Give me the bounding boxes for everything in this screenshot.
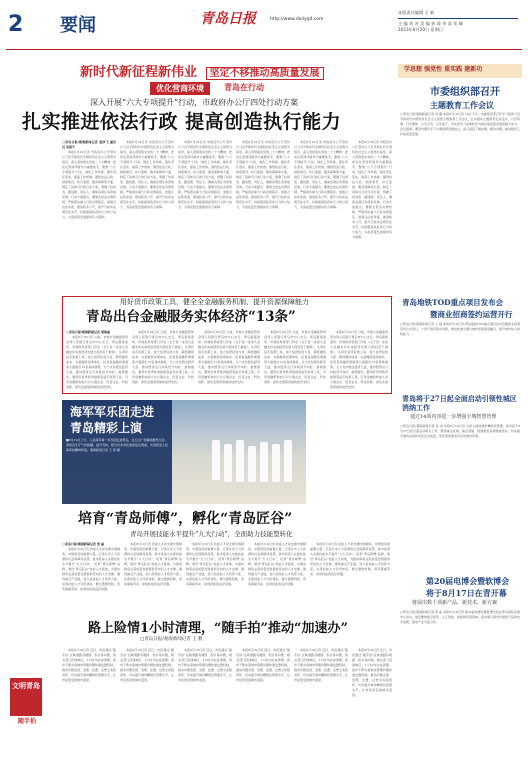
feature-column-2: 本报8月19日讯 市政府办公厅坚持以习近平新时代中国特色社会主义思想为指导，深入贯彻落实党的二十大精神，把优化营商环境作为重要抓手，聚焦“六大专项提升”行动，细化工作举措，强化责任落实，提高工作质效。围绕依法行政、制度建设、执行监督、服务保障等方面，制定了具体可行的行动方案，明确了时间表、路线图、责任人，确保各项任务落地见效。行动方案提出，要健全依法决策机制，严格落实重大行政决策程序，加强合法性审查，推进政务公开，提升行政执法规范化水平，持续提高政府执行力和公信力，为高质量发展提供有力保障。 xyxy=(120,140,174,209)
article2-byline: □青岛日报/观海新闻记者 张 丽 xyxy=(62,542,105,546)
article2-column-1 xyxy=(62,542,120,614)
meta-date: 2023年8月20日 星期日 xyxy=(398,27,444,33)
masthead-url[interactable]: http://www.dailyqd.com xyxy=(270,17,324,22)
feature-deck: 深入开展“六大专项提升”行动，市政府办公厅四处行动方案 xyxy=(90,98,299,107)
article3-column-2: 本报8月19日讯 近日，市民通过“随手拍”反映道路有破损、积水等问题，相关部门迅速响应，1小时内完成清理。我市不断完善城市管理问题快速处置机制，推动问题发现、受理、处置、反馈全流程闭环，切实提升城市精细化管理水平，让市民感受到城市温度。 xyxy=(120,648,174,682)
article2-deck: 青岛开展技能水平提升“九大行动”，全面助力技能型转化 xyxy=(130,530,293,538)
feature-column-6: 本报8月19日讯 市政府办公厅坚持以习近平新时代中国特色社会主义思想为指导，深入贯彻落实党的二十大精神，把优化营商环境作为重要抓手，聚焦“六大专项提升”行动，细化工作举措，强化责任落实，提高工作质效。围绕依法行政、制度建设、执行监督、服务保障等方面，制定了具体可行的行动方案，明确了时间表、路线图、责任人，确保各项任务落地见效。行动方案提出，要健全依法决策机制，严格落实重大行政决策程序，加强合法性审查，推进政务公开，提升行政执法规范化水平，持续提高政府执行力和公信力，为高质量发展提供有力保障。 xyxy=(352,140,392,239)
feature-headline[interactable]: 扎实推进依法行政 提高创造执行能力 xyxy=(22,111,342,133)
article3-headline[interactable]: 路上险情1小时清理，“随手拍”推动“加速办” xyxy=(88,621,348,636)
header-meta xyxy=(398,10,518,34)
rp-story4-sub: 将于8月17日在青开幕 xyxy=(426,588,507,598)
rp-story4-headline[interactable]: 第20届电博会暨软博会 xyxy=(426,576,510,586)
feature-column-5: 本报8月19日讯 市政府办公厅坚持以习近平新时代中国特色社会主义思想为指导，深入贯彻落实党的二十大精神，把优化营商环境作为重要抓手，聚焦“六大专项提升”行动，细化工作举措，强化责任落实，提高工作质效。围绕依法行政、制度建设、执行监督、服务保障等方面，制定了具体可行的行动方案，明确了时间表、路线图、责任人，确保各项任务落地见效。行动方案提出，要健全依法决策机制，严格落实重大行政决策程序，加强合法性审查，推进政务公开，提升行政执法规范化水平，持续提高政府执行力和公信力，为高质量发展提供有力保障。 xyxy=(294,140,348,209)
feature-column-3: 本报8月19日讯 市政府办公厅坚持以习近平新时代中国特色社会主义思想为指导，深入贯彻落实党的二十大精神，把优化营商环境作为重要抓手，聚焦“六大专项提升”行动，细化工作举措，强化责任落实，提高工作质效。围绕依法行政、制度建设、执行监督、服务保障等方面，制定了具体可行的行动方案，明确了时间表、路线图、责任人，确保各项任务落地见效。行动方案提出，要健全依法决策机制，严格落实重大行政决策程序，加强合法性审查，推进政务公开，提升行政执法规范化水平，持续提高政府执行力和公信力，为高质量发展提供有力保障。 xyxy=(178,140,232,209)
rp-story2-body: □青岛日报/观海新闻记者 王 娟 本报8月19日讯 青岛地铁TOD重点项目发布会暨商业招商签约仪式举行，十余个项目集中亮相，推动轨道交通与城市发展深度融合，提升城市综合承载能力。 xyxy=(400,322,520,336)
rp-story4-deck: 将展出数千项新产品、新技术、新方案 xyxy=(412,600,498,606)
article2-headline[interactable]: 培育“青岛师傅”，孵化“青岛匠谷” xyxy=(78,511,293,527)
column-badge: 文明青岛 xyxy=(10,678,42,716)
masthead-logo: 青岛日报 xyxy=(200,11,256,27)
feature-column-4: 本报8月19日讯 市政府办公厅坚持以习近平新时代中国特色社会主义思想为指导，深入贯彻落实党的二十大精神，把优化营商环境作为重要抓手，聚焦“六大专项提升”行动，细化工作举措，强化责任落实，提高工作质效。围绕依法行政、制度建设、执行监督、服务保障等方面，制定了具体可行的行动方案，明确了时间表、路线图、责任人，确保各项任务落地见效。行动方案提出，要健全依法决策机制，严格落实重大行政决策程序，加强合法性审查，推进政务公开，提升行政执法规范化水平，持续提高政府执行力和公信力，为高质量发展提供有力保障。 xyxy=(236,140,290,209)
feature-body: 本报8月19日讯 市政府办公厅坚持以习近平新时代中国特色社会主义思想为指导，深入贯彻落实党的二十大精神，把优化营商环境作为重要抓手，聚焦“六大专项提升”行动，细化工作举措，强化责任落实，提高工作质效。围绕依法行政、制度建设、执行监督、服务保障等方面，制定了具体可行的行动方案，明确了时间表、路线图、责任人，确保各项任务落地见效。行动方案提出，要健全依法决策机制，严格落实重大行政决策程序，加强合法性审查，推进政务公开，提升行政执法规范化水平，持续提高政府执行力和公信力，为高质量发展提供有力保障。 xyxy=(62,150,116,219)
highlight-column-4: 本报8月19日讯 日前，市地方金融监管局会同人民银行青岛市中心支行、青岛银保监局、市财政局等部门印发《关于进一步加大金融支持实体经济发展力度的若干措施》，从用好货币政策工具、加大信贷投放力度、降低融资成本、完善融资担保体系、拓宽直接融资渠道等方面提出13条具体措施，全力支持稳住经济大盘，推动经济运行持续回升向好。措施提出，要用好再贷款再贴现等货币政策工具，引导金融机构加大对小微企业、民营企业、科技创新、绿色发展等领域的信贷支持。 xyxy=(264,330,326,384)
meta-editor: 本版责任编辑 王 敏 xyxy=(398,10,435,15)
article2-column-2: 本报8月19日讯 技能人才是支撑中国制造、中国创造的重要力量。记者从市人力资源和社会保障局获悉，我市将深入实施技能水平提升“九大行动”，培育“青岛师傅”品牌，建设“青岛匠谷”技能人才高地，为推动制造业高质量发展提供坚实的人才支撑。围绕重点产业链，加大高技能人才培养力度，完善技能人才评价体系，健全激励机制，营造尊重劳动、崇尚技能的良好氛围。 xyxy=(124,542,182,586)
article3-column-5: 本报8月19日讯 近日，市民通过“随手拍”反映道路有破损、积水等问题，相关部门迅速响应，1小时内完成清理。我市不断完善城市管理问题快速处置机制，推动问题发现、受理、处置、反馈全流程闭环，切实提升城市精细化管理水平，让市民感受到城市温度。 xyxy=(294,648,348,682)
highlight-column-3: 本报8月19日讯 日前，市地方金融监管局会同人民银行青岛市中心支行、青岛银保监局、市财政局等部门印发《关于进一步加大金融支持实体经济发展力度的若干措施》，从用好货币政策工具、加大信贷投放力度、降低融资成本、完善融资担保体系、拓宽直接融资渠道等方面提出13条具体措施，全力支持稳住经济大盘，推动经济运行持续回升向好。措施提出，要用好再贷款再贴现等货币政策工具，引导金融机构加大对小微企业、民营企业、科技创新、绿色发展等领域的信贷支持。 xyxy=(198,330,260,384)
rp-story4-body: □青岛日报/观海新闻记者 周 丽 本报8月19日讯 第20届电博会暨软博会将在青岛国际会展中心举办，展会聚焦数字经济、人工智能、智能制造等领域，集中展示国内外最新产品和技术成果，推动产业交流合作。 xyxy=(400,610,520,624)
highlight-column-5: 本报8月19日讯 日前，市地方金融监管局会同人民银行青岛市中心支行、青岛银保监局、市财政局等部门印发《关于进一步加大金融支持实体经济发展力度的若干措施》，从用好货币政策工具、加大信贷投放力度、降低融资成本、完善融资担保体系、拓宽直接融资渠道等方面提出13条具体措施，全力支持稳住经济大盘，推动经济运行持续回升向好。措施提出，要用好再贷款再贴现等货币政策工具，引导金融机构加大对小微企业、民营企业、科技创新、绿色发展等领域的信贷支持。 xyxy=(330,330,388,389)
article3-column-3: 本报8月19日讯 近日，市民通过“随手拍”反映道路有破损、积水等问题，相关部门迅速响应，1小时内完成清理。我市不断完善城市管理问题快速处置机制，推动问题发现、受理、处置、反馈全流程闭环，切实提升城市精细化管理水平，让市民感受到城市温度。 xyxy=(178,648,232,682)
article2-column-5: 本报8月19日讯 技能人才是支撑中国制造、中国创造的重要力量。记者从市人力资源和社会保障局获悉，我市将深入实施技能水平提升“九大行动”，培育“青岛师傅”品牌，建设“青岛匠谷”技能人才高地，为推动制造业高质量发展提供坚实的人才支撑。围绕重点产业链，加大高技能人才培养力度，完善技能人才评价体系，健全激励机制，营造尊重劳动、崇尚技能的良好氛围。 xyxy=(310,542,390,576)
rp-story3-body: □青岛日报/观海新闻记者 孙 涛 本报8月19日讯 为深入推进城市精细化管理，我市将于8月27日起全面启动相关工作，聚焦重点区域、重点领域，统筹推进各项措施落实，切实提升城市品质和市民生活质量，营造更加整洁有序的城市环境。 xyxy=(400,424,520,438)
article3-body: 本报8月19日讯 近日，市民通过“随手拍”反映道路有破损、积水等问题，相关部门迅速响应，1小时内完成清理。我市不断完善城市管理问题快速处置机制，推动问题发现、受理、处置、反馈全流程闭环，切实提升城市精细化管理水平，让市民感受到城市温度。 xyxy=(62,648,116,682)
highlight-body: 本报8月19日讯 日前，市地方金融监管局会同人民银行青岛市中心支行、青岛银保监局、市财政局等部门印发《关于进一步加大金融支持实体经济发展力度的若干措施》，从用好货币政策工具、加大信贷投放力度、降低融资成本、完善融资担保体系、拓宽直接融资渠道等方面提出13条具体措施，全力支持稳住经济大盘，推动经济运行持续回升向好。措施提出，要用好再贷款再贴现等货币政策工具，引导金融机构加大对小微企业、民营企业、科技创新、绿色发展等领域的信贷支持。 xyxy=(66,335,128,389)
section-name: 要闻 xyxy=(60,15,96,36)
rp-story1-body: □青岛日报/观海新闻记者 刘 璐 本报8月19日讯 19日下午，市委组织部召开学习贯彻习近平新时代中国特色社会主义思想主题教育工作会议，扎实推动主题教育走深走实，以学铸魂、以学增智、以学正风、以学促干，切实把学习成果转化为推动高质量发展的强大动力。会议强调，要坚持理论学习与调查研究相结合，深入基层了解实情，解决问题，推动组织工作高质量发展。 xyxy=(400,112,520,136)
feature-slogan: 新时代新征程新伟业 坚定不移推动高质量发展 xyxy=(80,64,324,82)
highlight-byline: □青岛日报/观海新闻记者 周艳丽 xyxy=(66,330,110,334)
article3-column-4: 本报8月19日讯 近日，市民通过“随手拍”反映道路有破损、积水等问题，相关部门迅速响应，1小时内完成清理。我市不断完善城市管理问题快速处置机制，推动问题发现、受理、处置、反馈全流程闭环，切实提升城市精细化管理水平，让市民感受到城市温度。 xyxy=(236,648,290,682)
meta-staff: 主 编 刘 芳 美 编 孙 琦 审 读 张 峰 xyxy=(398,20,463,26)
photo-caption: ■8月19日上午，人民海军第一军乐团走进青岛，在五四广场奏响激昂乐章。现场音乐厅气势磅礴，鼓号齐鸣，吸引众多市民游客驻足观看，共同感受人民海军的精神风貌。观海新闻记者 王 滨 摄 xyxy=(66,438,169,452)
photo-title: 海军军乐团走进 青岛精彩上演 xyxy=(70,405,155,435)
feature-tag-secondary: 青岛在行动 xyxy=(224,82,264,92)
highlight-column-1 xyxy=(66,330,128,390)
rp-story1-headline[interactable]: 市委组织部召开 xyxy=(430,87,500,98)
article3-deck: □青岛日报/观海新闻记者 王 帆 xyxy=(140,637,203,642)
article2-column-4: 本报8月19日讯 技能人才是支撑中国制造、中国创造的重要力量。记者从市人力资源和社会保障局获悉，我市将深入实施技能水平提升“九大行动”，培育“青岛师傅”品牌，建设“青岛匠谷”技能人才高地，为推动制造业高质量发展提供坚实的人才支撑。围绕重点产业链，加大高技能人才培养力度，完善技能人才评价体系，健全激励机制，营造尊重劳动、崇尚技能的良好氛围。 xyxy=(248,542,306,586)
page-number: 2 xyxy=(8,12,24,37)
article3-column-6: 本报8月19日讯 近日，市民通过“随手拍”反映道路有破损、积水等问题，相关部门迅速响应，1小时内完成清理。我市不断完善城市管理问题快速处置机制，推动问题发现、受理、处置、反馈全流程闭环，切实提升城市精细化管理水平，让市民感受到城市温度。 xyxy=(352,648,392,697)
feature-byline: □青岛日报/观海新闻记者 袁莎飞 通讯员 宋蒙平 xyxy=(62,140,116,149)
article2-column-3: 本报8月19日讯 技能人才是支撑中国制造、中国创造的重要力量。记者从市人力资源和社会保障局获悉，我市将深入实施技能水平提升“九大行动”，培育“青岛师傅”品牌，建设“青岛匠谷”技能人才高地，为推动制造业高质量发展提供坚实的人才支撑。围绕重点产业链，加大高技能人才培养力度，完善技能人才评价体系，健全激励机制，营造尊重劳动、崇尚技能的良好氛围。 xyxy=(186,542,244,586)
article2-body: 本报8月19日讯 技能人才是支撑中国制造、中国创造的重要力量。记者从市人力资源和社会保障局获悉，我市将深入实施技能水平提升“九大行动”，培育“青岛师傅”品牌，建设“青岛匠谷”技能人才高地，为推动制造业高质量发展提供坚实的人才支撑。围绕重点产业链，加大高技能人才培养力度，完善技能人才评价体系，健全激励机制，营造尊重劳动、崇尚技能的良好氛围。 xyxy=(62,547,120,591)
rp-story2-headline[interactable]: 青岛地铁TOD重点项目发布会 xyxy=(402,298,504,307)
feature-tag: 优化营商环境 xyxy=(150,82,210,95)
rp-story3-headline[interactable]: 青岛将于27日起全面启动引领性城区消纳工作 xyxy=(402,394,517,413)
highlight-deck: 用好货币政策工具，健全全金融服务机制，提升资源保障能力 xyxy=(120,298,309,306)
feature-slogan-sub: 坚定不移推动高质量发展 xyxy=(206,67,324,80)
rp-story3-sub: 通过14项内容进一步增强全城智慧管理 xyxy=(410,414,497,420)
feature-column-1 xyxy=(62,140,116,290)
article3-column-1 xyxy=(62,648,116,760)
right-panel-banner-text: 学思想 强党性 重实践 建新功 xyxy=(404,66,483,73)
rp-story1-sub: 主题教育工作会议 xyxy=(430,100,494,110)
rp-story2-sub: 暨商业招商签约运营开行 xyxy=(430,310,513,319)
column-badge-sub: 随手拍 xyxy=(18,718,37,725)
highlight-column-2: 本报8月19日讯 日前，市地方金融监管局会同人民银行青岛市中心支行、青岛银保监局、市财政局等部门印发《关于进一步加大金融支持实体经济发展力度的若干措施》，从用好货币政策工具、加大信贷投放力度、降低融资成本、完善融资担保体系、拓宽直接融资渠道等方面提出13条具体措施，全力支持稳住经济大盘，推动经济运行持续回升向好。措施提出，要用好再贷款再贴现等货币政策工具，引导金融机构加大对小微企业、民营企业、科技创新、绿色发展等领域的信贷支持。 xyxy=(132,330,194,384)
highlight-headline[interactable]: 青岛出台金融服务实体经济“13条” xyxy=(86,309,296,325)
